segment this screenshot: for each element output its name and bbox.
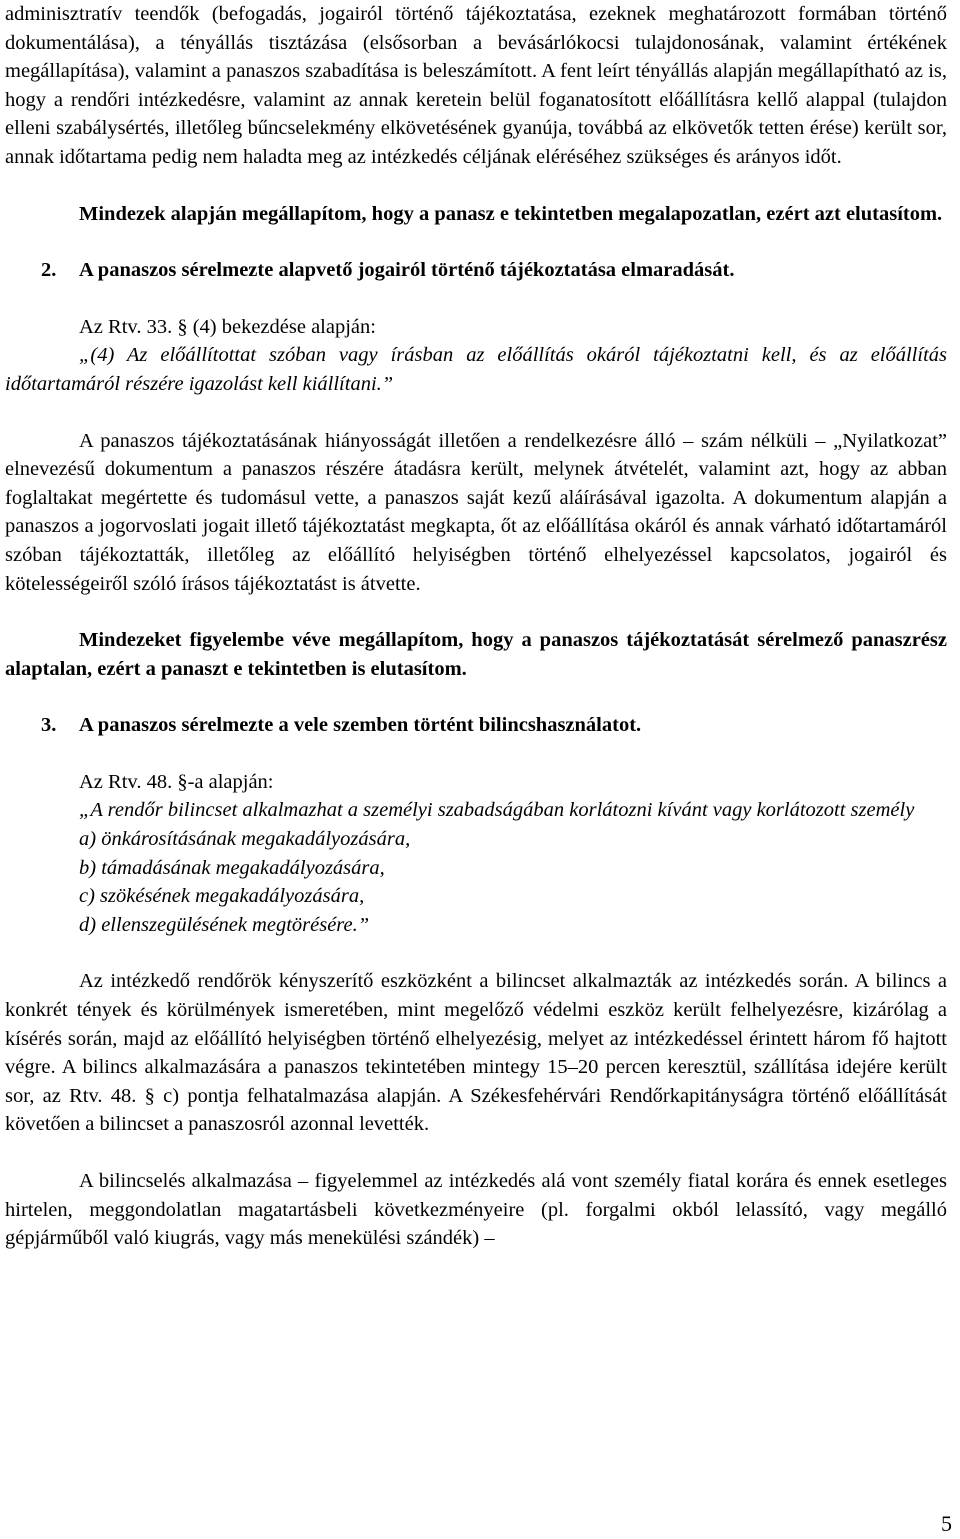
document-page [5,0,947,1253]
paragraph-intro: adminisztratív teendők (befogadás, jogairól történő tájékoztatása, ezeknek meghatározott formában történő dokumentálása), a tényállás tisztázása (elsősorban a bevásárlókocsi tulajdonosának, valamint értékének megállapítása), valamint a panaszos szabadítása is beleszámított. A fent leírt tényállás alapján megállapítható az is, hogy a rendőri intézkedésre, valamint az annak keretein belül foganatosított előállításra kellő alappal (tulajdon elleni szabálysértés, illetőleg bűncselekmény elkövetésének gyanúja, továbbá az elkövetők tetten érése) került sor, annak időtartama pedig nem haladta meg az intézkedés céljának eléréséhez szükséges és arányos időt. [5,3,947,168]
paragraph-handcuff-use: Az intézkedő rendőrök kényszerítő eszközként a bilincset alkalmazták az intézkedés során. A bilincs a konkrét tények és körülmények ismeretében, mint megelőző védelmi eszköz került felhelyezésre, kizárólag a kísérés során, majd az előállító helyiségben történő elhelyezésig, melyet az intézkedéssel érintett három fő hajtott végre. A bilincs alkalmazására a panaszos tekintetében mintegy 15–20 percen keresztül, szállítása idejére került sor, az Rtv. 48. § c) pontja felhatalmazása alapján. A Székesfehérvári Rendőrkapitányságra történő előállítását követően a bilincset a panaszosról azonnal levették. [5,970,947,1136]
page-number: 5 [941,1511,952,1536]
conclusion-first: Mindezek alapján megállapítom, hogy a panasz e tekintetben megalapozatlan, ezért azt elutasítom. [79,202,943,225]
conclusion-second: Mindezeket figyelembe véve megállapítom, hogy a panaszos tájékoztatását sérelmező panaszrész alaptalan, ezért a panaszt e tekintetben is elutasítom. [5,629,947,680]
list-item: d) ellenszegülésének megtörésére.” [79,913,370,936]
law-reference-rtv48: Az Rtv. 48. §-a alapján: [79,770,274,793]
law-reference-rtv33: Az Rtv. 33. § (4) bekezdése alapján: [79,315,376,338]
list-item: a) önkárosításának megakadályozására, [79,828,411,851]
section-title-3: A panaszos sérelmezte a vele szemben történt bilincshasználatot. [79,714,642,737]
paragraph-information: A panaszos tájékoztatásának hiányosságát illetően a rendelkezésre álló – szám nélküli – „Nyilatkozat” elnevezésű dokumentum a panaszos részére átadásra került, melynek átvételét, valamint azt, hogy az abban foglaltakat megértette és tudomásul vette, a panaszos saját kezű aláírásával igazolta. A dokumentum alapján a panaszos a jogorvoslati jogait illető tájékoztatást megkapta, őt az előállítása okáról és annak várható időtartamáról szóban tájékoztatták, illetőleg az előállító helyiségben történő elhelyezéssel kapcsolatos, jogairól és kötelességeiről szóló írásos tájékoztatást is átvette. [5,429,947,595]
list-item: c) szökésének megakadályozására, [79,885,365,908]
section-heading-3 [5,711,947,740]
law-quote-rtv48: „A rendőr bilincset alkalmazhat a személyi szabadságában korlátozni kívánt vagy korlátozott személy [79,799,915,822]
section-number-3: 3. [41,714,57,737]
section-number-2: 2. [41,259,57,282]
section-title-2: A panaszos sérelmezte alapvető jogairól történő tájékoztatása elmaradását. [79,259,735,282]
section-heading-2 [5,256,947,285]
list-item: b) támadásának megakadályozására, [79,856,385,879]
paragraph-handcuff-justification: A bilincselés alkalmazása – figyelemmel az intézkedés alá vont személy fiatal korára és ennek esetleges hirtelen, meggondolatlan magatartásbeli következményeire (pl. forgalmi okból lelassító, vagy megálló gépjárműből való kiugrás, vagy más menekülési szándék) – [5,1170,947,1250]
law-quote-rtv33: „(4) Az előállítottat szóban vagy írásban az előállítás okáról tájékoztatni kell, és az előállítás időtartamáról részére igazolást kell kiállítani.” [5,344,947,395]
